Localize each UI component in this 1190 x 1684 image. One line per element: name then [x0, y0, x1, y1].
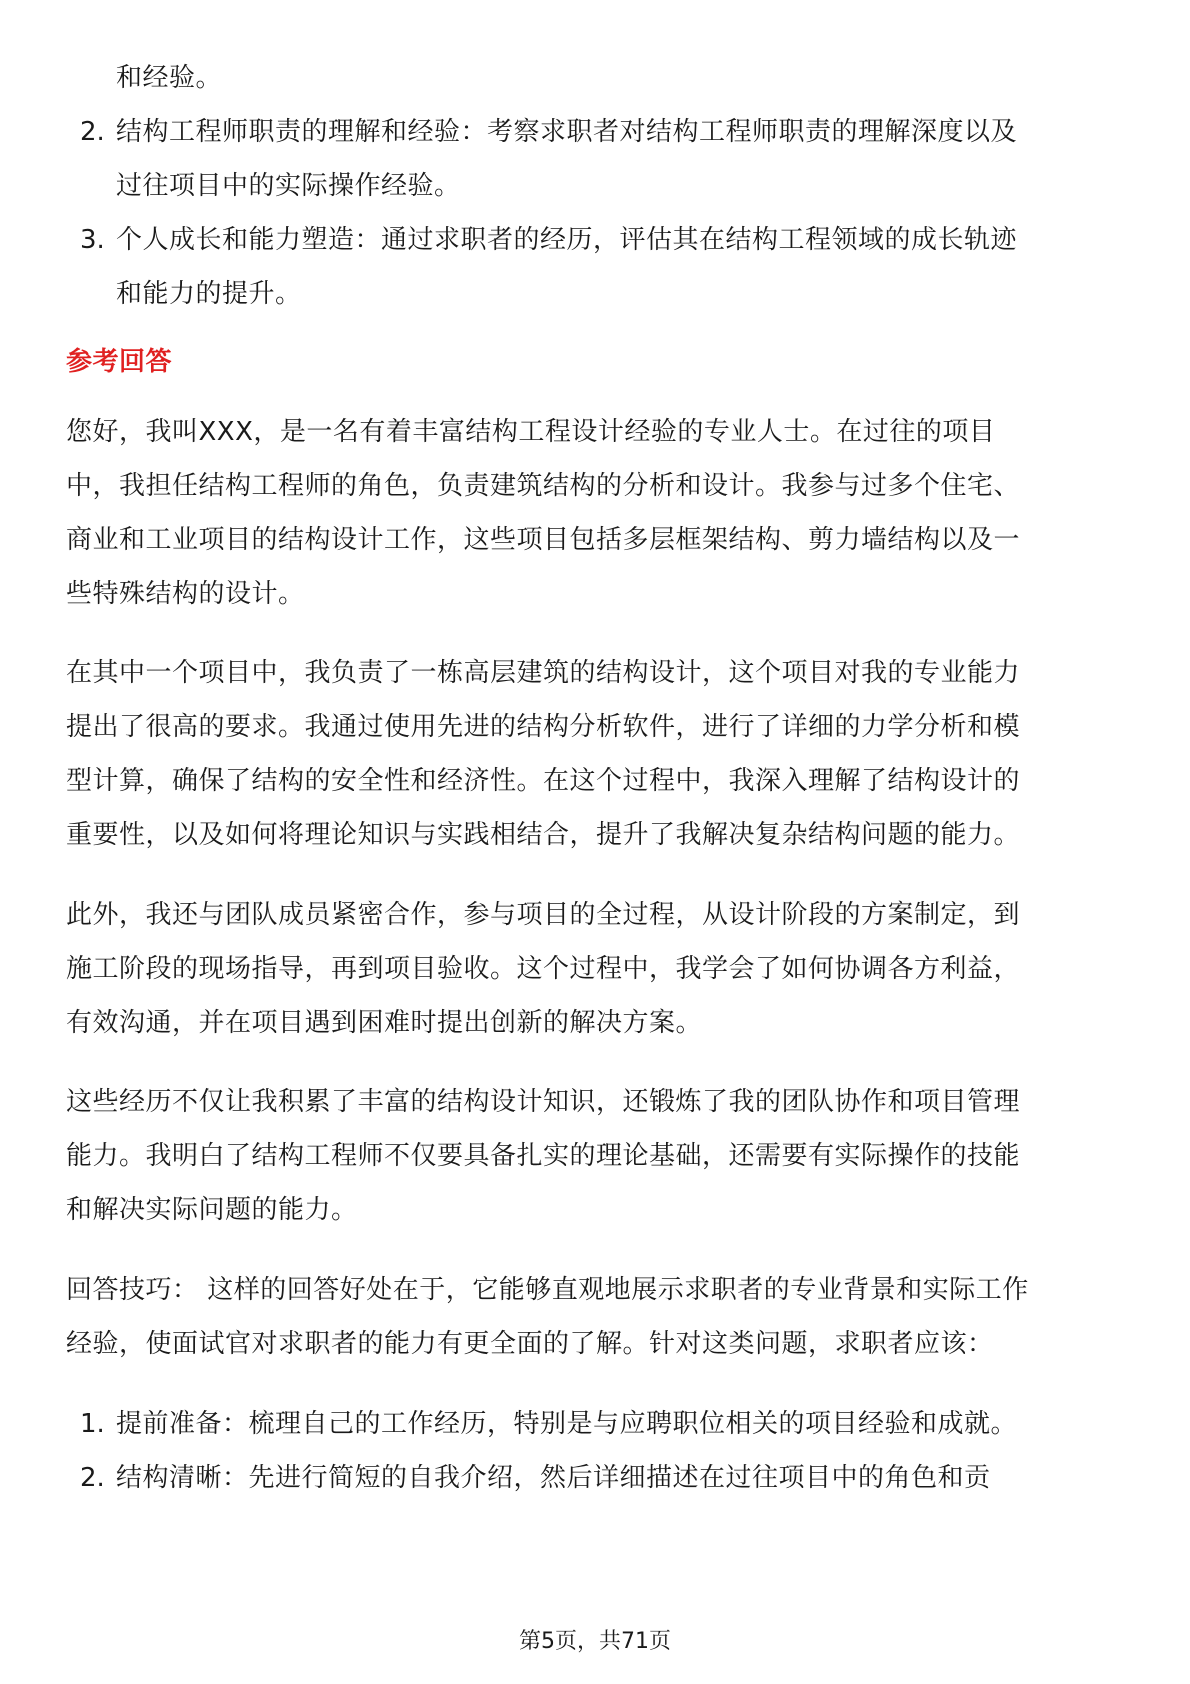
paragraph-5-line: 回答技巧： 这样的回答好处在于，它能够直观地展示求职者的专业背景和实际工作 [66, 1275, 1029, 1305]
list-item-1-continuation: 和经验。 [116, 63, 223, 93]
list-number: 3. [80, 225, 105, 255]
paragraph-4-line: 这些经历不仅让我积累了丰富的结构设计知识，还锻炼了我的团队协作和项目管理 [66, 1087, 1021, 1117]
list-item-3-line-1: 个人成长和能力塑造：通过求职者的经历，评估其在结构工程领域的成长轨迹 [116, 225, 1018, 255]
paragraph-4-line: 能力。我明白了结构工程师不仅要具备扎实的理论基础，还需要有实际操作的技能 [66, 1141, 1021, 1171]
list-number: 2. [80, 1463, 105, 1493]
paragraph-1-line: 您好，我叫XXX，是一名有着丰富结构工程设计经验的专业人士。在过往的项目 [66, 417, 996, 447]
paragraph-4-line: 和解决实际问题的能力。 [66, 1195, 358, 1225]
tips-list-item-2: 结构清晰：先进行简短的自我介绍，然后详细描述在过往项目中的角色和贡 [116, 1463, 991, 1493]
list-number: 2. [80, 117, 105, 147]
paragraph-3-line: 施工阶段的现场指导，再到项目验收。这个过程中，我学会了如何协调各方利益， [66, 954, 1021, 984]
section-heading: 参考回答 [66, 347, 173, 377]
paragraph-2-line: 重要性，以及如何将理论知识与实践相结合，提升了我解决复杂结构问题的能力。 [66, 820, 1021, 850]
list-number: 1. [80, 1409, 105, 1439]
paragraph-1-line: 商业和工业项目的结构设计工作，这些项目包括多层框架结构、剪力墙结构以及一 [66, 525, 1021, 555]
page-number: 第5页，共71页 [519, 1629, 671, 1654]
paragraph-2-line: 提出了很高的要求。我通过使用先进的结构分析软件，进行了详细的力学分析和模 [66, 712, 1021, 742]
paragraph-2-line: 型计算，确保了结构的安全性和经济性。在这个过程中，我深入理解了结构设计的 [66, 766, 1021, 796]
paragraph-1-line: 些特殊结构的设计。 [66, 579, 305, 609]
paragraph-3-line: 有效沟通，并在项目遇到困难时提出创新的解决方案。 [66, 1008, 703, 1038]
tips-list-item-1: 提前准备：梳理自己的工作经历，特别是与应聘职位相关的项目经验和成就。 [116, 1409, 1018, 1439]
list-item-2-line-2: 过往项目中的实际操作经验。 [116, 171, 461, 201]
list-item-2-line-1: 结构工程师职责的理解和经验：考察求职者对结构工程师职责的理解深度以及 [116, 117, 1018, 147]
paragraph-1-line: 中，我担任结构工程师的角色，负责建筑结构的分析和设计。我参与过多个住宅、 [66, 471, 1021, 501]
paragraph-2-line: 在其中一个项目中，我负责了一栋高层建筑的结构设计，这个项目对我的专业能力 [66, 658, 1021, 688]
paragraph-5-line: 经验，使面试官对求职者的能力有更全面的了解。针对这类问题，求职者应该： [66, 1329, 994, 1359]
paragraph-3-line: 此外，我还与团队成员紧密合作，参与项目的全过程，从设计阶段的方案制定，到 [66, 900, 1021, 930]
list-item-3-line-2: 和能力的提升。 [116, 279, 302, 309]
